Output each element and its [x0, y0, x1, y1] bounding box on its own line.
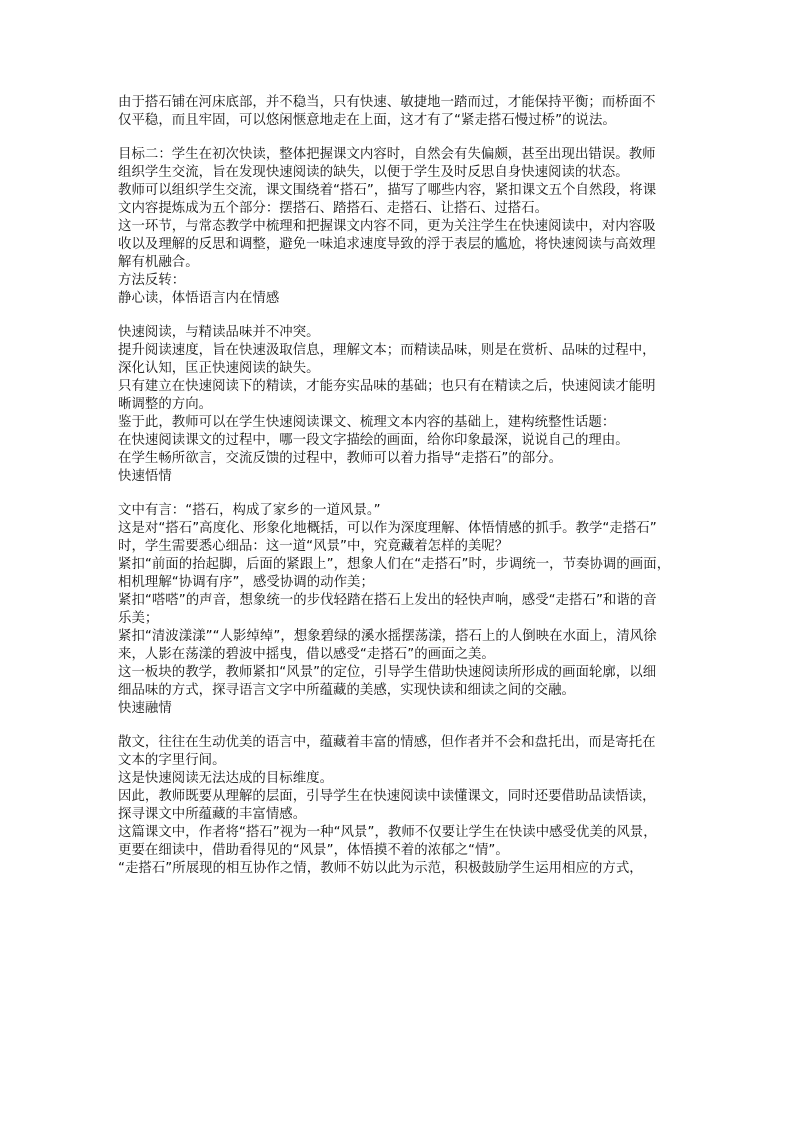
paragraph — [118, 502, 688, 520]
text-line: 探寻课文中所蕴藏的丰富情感。 — [118, 807, 307, 822]
blank-line — [118, 486, 688, 502]
text-line: 只有建立在快速阅读下的精读，才能夯实品味的基础；也只有在精读之后，快速阅读才能明 — [118, 379, 656, 394]
paragraph — [118, 734, 688, 770]
text-line: 文中有言：“搭石，构成了家乡的一道风景。” — [118, 503, 381, 518]
paragraph — [118, 414, 688, 432]
text-line: 快速阅读，与精读品味并不冲突。 — [118, 325, 320, 340]
text-line: 紧扣“清波漾漾”“人影绰绰”，想象碧绿的溪水摇摆荡漾，搭石上的人倒映在水面上，清风徐 — [118, 629, 657, 644]
text-line: 组织学生交流，旨在发现快速阅读的缺失，以便于学生及时反思自身快速阅读的状态。 — [118, 165, 629, 180]
text-line: “走搭石”所展现的相互协作之情，教师不妨以此为示范，积极鼓励学生运用相应的方式， — [118, 861, 643, 876]
text-line: 相机理解“协调有序”，感受协调的动作美； — [118, 575, 374, 590]
paragraph — [118, 592, 688, 628]
text-line: 细品味的方式，探寻语言文字中所蕴藏的美感，实现快读和细读之间的交融。 — [118, 683, 575, 698]
text-line: 紧扣“嗒嗒”的声音，想象统一的步伐轻踏在搭石上发出的轻快声响，感受“走搭石”和谐的音 — [118, 593, 657, 608]
blank-line — [118, 308, 688, 324]
text-line: 文本的字里行间。 — [118, 753, 226, 768]
text-line: 仅平稳，而且牢固，可以悠闲惬意地走在上面，这才有了“紧走搭石慢过桥”的说法。 — [118, 113, 616, 128]
text-line: 这一环节，与常态教学中梳理和把握课文内容不同，更为关注学生在快速阅读中，对内容吸 — [118, 219, 656, 234]
text-line: 目标二：学生在初次快读，整体把握课文内容时，自然会有失偏颇，甚至出现出错误。教师 — [118, 147, 656, 162]
text-line: 因此，教师既要从理解的层面，引导学生在快速阅读中读懂课文，同时还要借助品读悟读， — [118, 789, 656, 804]
blank-line — [118, 130, 688, 146]
text-line: 在学生畅所欲言，交流反馈的过程中，教师可以着力指导“走搭石”的部分。 — [118, 451, 563, 466]
text-line: 深化认知，匡正快速阅读的缺失。 — [118, 361, 320, 376]
blank-line — [118, 718, 688, 734]
text-line: 乐美； — [118, 611, 159, 626]
text-line: 这是对“搭石”高度化、形象化地概括，可以作为深度理解、体悟情感的抓手。教学“走搭石” — [118, 521, 657, 536]
text-line: 紧扣“前面的抬起脚，后面的紧跟上”，想象人们在“走搭石”时，步调统一，节奏协调的画面， — [118, 557, 671, 572]
paragraph — [118, 628, 688, 664]
paragraph — [118, 146, 688, 182]
paragraph — [118, 860, 688, 878]
text-line: 快速融情 — [118, 701, 172, 716]
text-line: 这篇课文中，作者将“搭石”视为一种“风景”，教师不仅要让学生在快读中感受优美的风景， — [118, 825, 657, 840]
text-line: 解有机融合。 — [118, 255, 199, 270]
text-line: 快速悟情 — [118, 469, 172, 484]
paragraph — [118, 556, 688, 592]
text-line: 鉴于此，教师可以在学生快速阅读课文、梳理文本内容的基础上，建构统整性话题： — [118, 415, 616, 430]
text-line: 文内容提炼成为五个部分：摆搭石、踏搭石、走搭石、让搭石、过搭石。 — [118, 201, 549, 216]
text-line: 这一板块的教学，教师紧扣“风景”的定位，引导学生借助快速阅读所形成的画面轮廓，以细 — [118, 665, 657, 680]
paragraph — [118, 788, 688, 824]
text-line: 在快速阅读课文的过程中，哪一段文字描绘的画面，给你印象最深，说说自己的理由。 — [118, 433, 629, 448]
paragraph — [118, 378, 688, 414]
paragraph — [118, 664, 688, 700]
paragraph — [118, 324, 688, 342]
text-line: 散文，往往在生动优美的语言中，蕴藏着丰富的情感，但作者并不会和盘托出，而是寄托在 — [118, 735, 656, 750]
paragraph — [118, 272, 688, 290]
paragraph — [118, 182, 688, 218]
paragraph — [118, 290, 688, 308]
text-line: 晰调整的方向。 — [118, 397, 213, 412]
paragraph — [118, 824, 688, 860]
paragraph — [118, 342, 688, 378]
text-line: 收以及理解的反思和调整，避免一味追求速度导致的浮于表层的尴尬，将快速阅读与高效理 — [118, 237, 656, 252]
paragraph — [118, 468, 688, 486]
paragraph — [118, 700, 688, 718]
text-line: 教师可以组织学生交流，课文围绕着“搭石”，描写了哪些内容，紧扣课文五个自然段，将课 — [118, 183, 657, 198]
paragraph — [118, 218, 688, 272]
text-line: 来，人影在荡漾的碧波中摇曳，借以感受“走搭石”的画面之美。 — [118, 647, 495, 662]
paragraph — [118, 450, 688, 468]
paragraph — [118, 770, 688, 788]
paragraph — [118, 432, 688, 450]
text-line: 更要在细读中，借助看得见的“风景”，体悟摸不着的浓郁之“情”。 — [118, 843, 509, 858]
text-line: 这是快速阅读无法达成的目标维度。 — [118, 771, 334, 786]
text-line: 由于搭石铺在河床底部，并不稳当，只有快速、敏捷地一踏而过，才能保持平衡；而桥面不 — [118, 95, 656, 110]
document-body — [118, 94, 688, 878]
paragraph — [118, 94, 688, 130]
text-line: 方法反转： — [118, 273, 186, 288]
text-line: 静心读，体悟语言内在情感 — [118, 291, 280, 306]
text-line: 时，学生需要悉心细品：这一道“风景”中，究竟藏着怎样的美呢？ — [118, 539, 509, 554]
paragraph — [118, 520, 688, 556]
text-line: 提升阅读速度，旨在快速汲取信息，理解文本；而精读品味，则是在赏析、品味的过程中， — [118, 343, 656, 358]
